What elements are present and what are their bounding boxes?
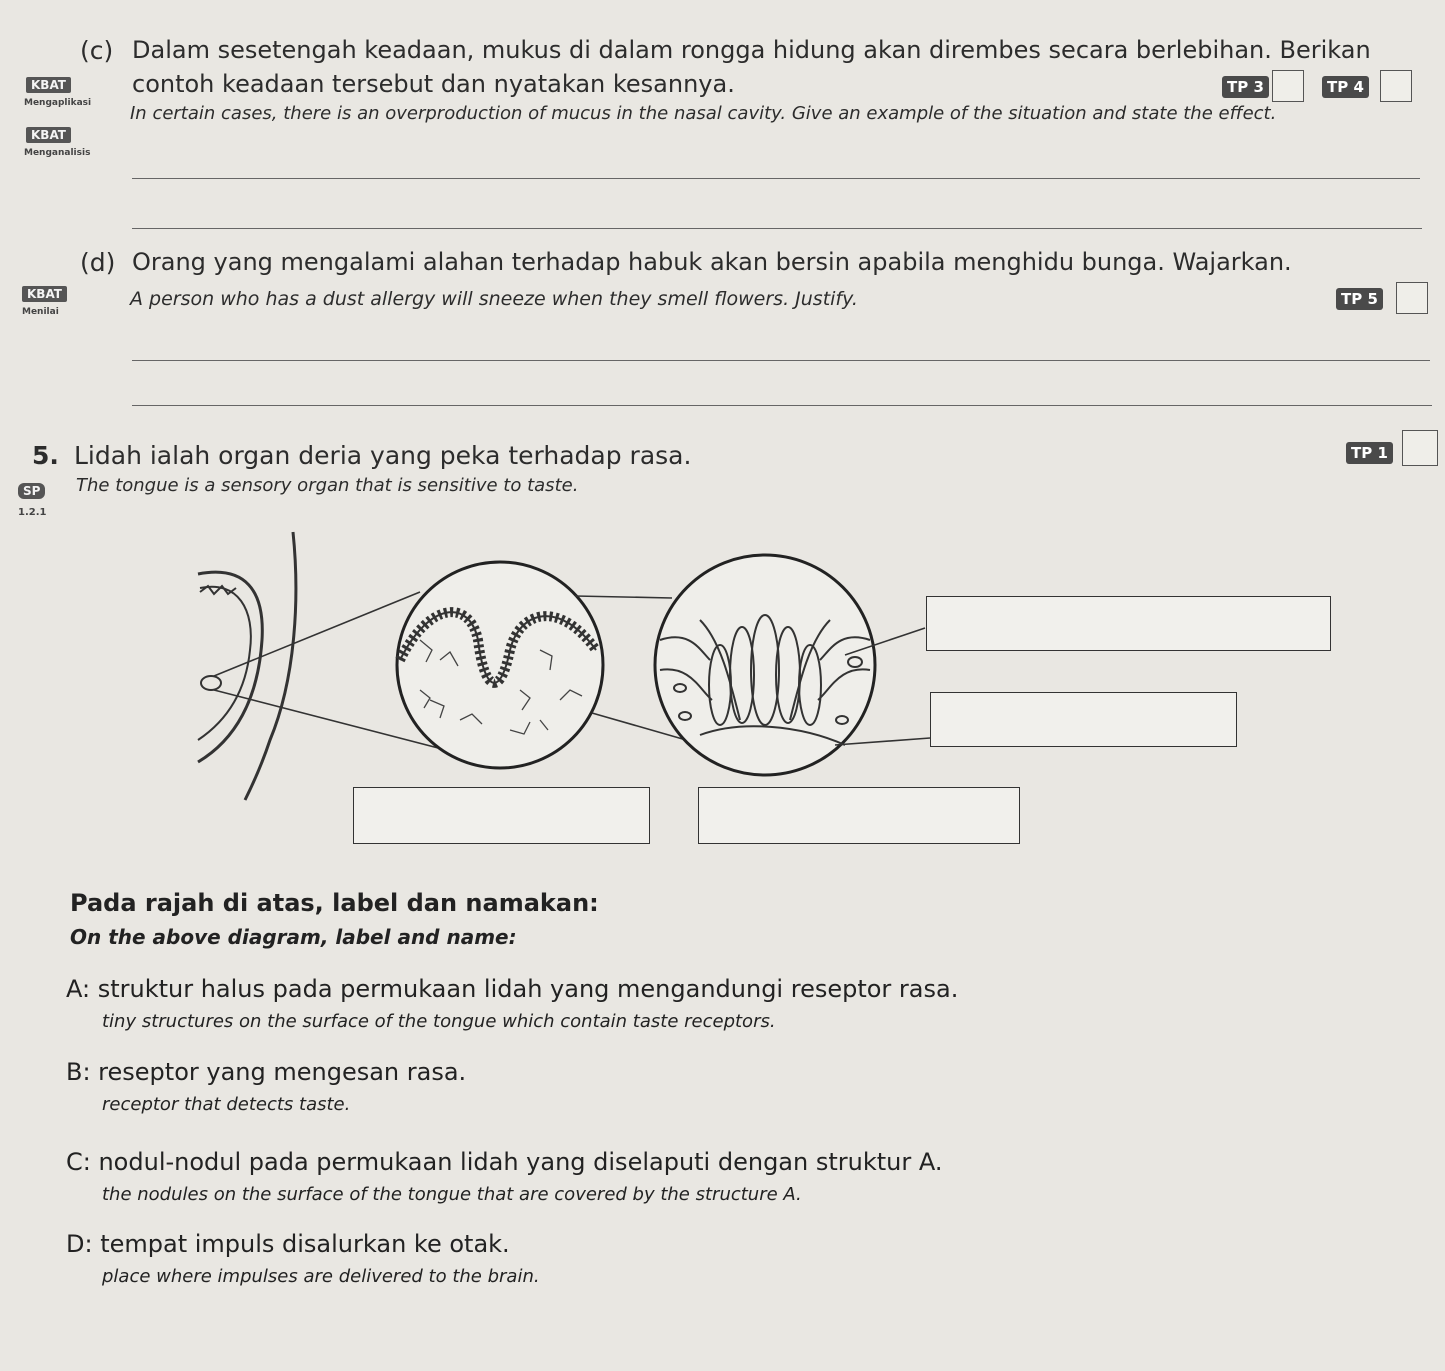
item-d-malay: D: tempat impuls disalurkan ke otak. bbox=[66, 1230, 510, 1258]
item-a-malay: A: struktur halus pada permukaan lidah yang mengandungi reseptor rasa. bbox=[66, 975, 959, 1003]
teeth bbox=[200, 586, 236, 594]
q-d-marker: (d) bbox=[80, 248, 116, 277]
item-c-malay: C: nodul-nodul pada permukaan lidah yang diselaputi dengan struktur A. bbox=[66, 1148, 943, 1176]
item-b-english: receptor that detects taste. bbox=[102, 1094, 351, 1115]
taste-bud-magnified-view bbox=[655, 555, 875, 775]
kbat-badge: KBAT bbox=[26, 77, 71, 93]
answer-line[interactable] bbox=[132, 178, 1420, 179]
label-box-answer[interactable] bbox=[353, 787, 650, 844]
q5-instruction-malay: Pada rajah di atas, label dan namakan: bbox=[70, 889, 599, 917]
label-box-answer[interactable] bbox=[698, 787, 1020, 844]
item-a-english: tiny structures on the surface of the tongue which contain taste receptors. bbox=[102, 1011, 776, 1032]
tp-level-badge: TP 3 bbox=[1222, 76, 1269, 98]
tp-checkbox[interactable] bbox=[1396, 282, 1428, 314]
answer-line[interactable] bbox=[132, 405, 1432, 406]
label-box-answer[interactable] bbox=[930, 692, 1237, 747]
tongue-outline bbox=[198, 587, 251, 740]
tp-level-badge: TP 4 bbox=[1322, 76, 1369, 98]
kbat-badge: KBAT bbox=[22, 286, 67, 302]
item-d-english: place where impulses are delivered to the brain. bbox=[102, 1266, 540, 1287]
q5-english: The tongue is a sensory organ that is sensitive to taste. bbox=[76, 475, 579, 496]
q5-number: 5. bbox=[32, 441, 59, 470]
answer-line[interactable] bbox=[132, 360, 1430, 361]
mouth-outline bbox=[198, 572, 262, 762]
q-c-marker: (c) bbox=[80, 36, 114, 65]
kbat-skill-label: Mengaplikasi bbox=[24, 98, 92, 108]
q5-malay: Lidah ialah organ deria yang peka terhadap rasa. bbox=[74, 441, 692, 470]
item-b-malay: B: reseptor yang mengesan rasa. bbox=[66, 1058, 467, 1086]
q-d-malay: Orang yang mengalami alahan terhadap habuk akan bersin apabila menghidu bunga. Wajarkan. bbox=[132, 248, 1292, 276]
papillae-magnified-view bbox=[397, 562, 603, 768]
face-profile-outline bbox=[245, 532, 296, 800]
q-d-english: A person who has a dust allergy will sneeze when they smell flowers. Justify. bbox=[130, 288, 858, 310]
tp-checkbox[interactable] bbox=[1380, 70, 1412, 102]
tp-checkbox[interactable] bbox=[1272, 70, 1304, 102]
answer-line[interactable] bbox=[132, 228, 1422, 229]
item-c-english: the nodules on the surface of the tongue that are covered by the structure A. bbox=[102, 1184, 802, 1205]
q-c-malay-line2: contoh keadaan tersebut dan nyatakan kesannya. bbox=[132, 70, 735, 98]
q-c-malay-line1: Dalam sesetengah keadaan, mukus di dalam rongga hidung akan dirembes secara berlebihan. Berikan bbox=[132, 36, 1371, 64]
magnified-spot bbox=[201, 676, 221, 690]
tp-level-badge: TP 1 bbox=[1346, 442, 1393, 464]
q-c-english: In certain cases, there is an overproduction of mucus in the nasal cavity. Give an example of the situation and state the effect. bbox=[130, 103, 1277, 124]
sp-badge: SP bbox=[18, 483, 45, 499]
sp-code-label: 1.2.1 bbox=[18, 507, 47, 518]
kbat-skill-label: Menilai bbox=[22, 307, 59, 317]
tp-checkbox[interactable] bbox=[1402, 430, 1438, 466]
tp-level-badge: TP 5 bbox=[1336, 288, 1383, 310]
label-box-answer[interactable] bbox=[926, 596, 1331, 651]
kbat-badge: KBAT bbox=[26, 127, 71, 143]
kbat-skill-label: Menganalisis bbox=[24, 148, 91, 158]
q5-instruction-english: On the above diagram, label and name: bbox=[70, 925, 517, 949]
